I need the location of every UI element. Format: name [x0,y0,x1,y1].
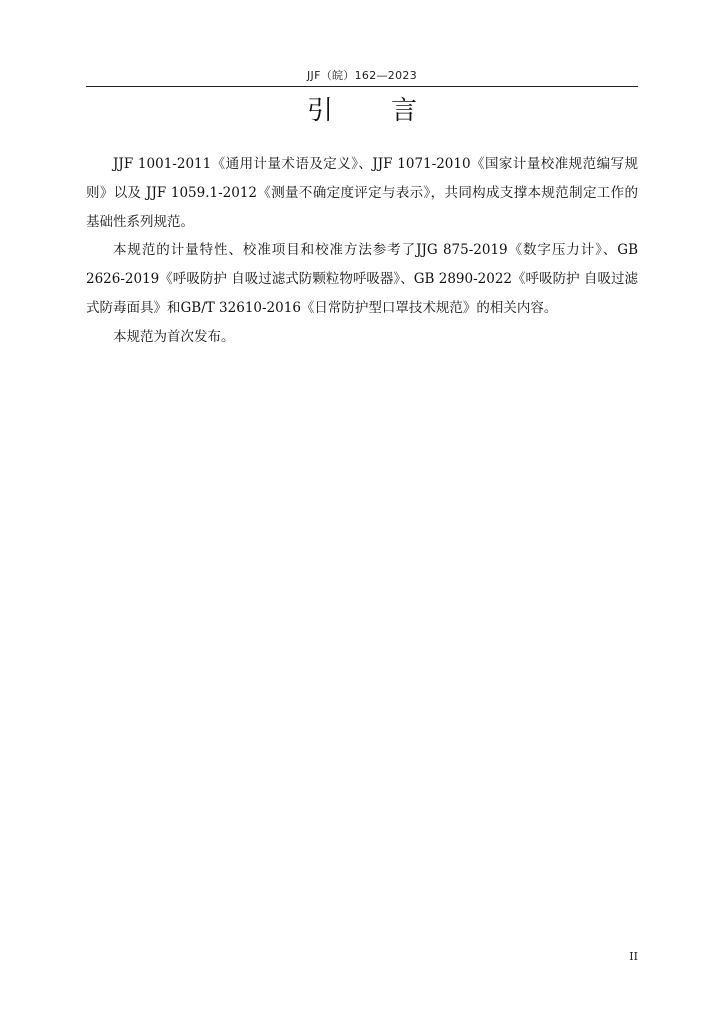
title-char-1: 引 [306,96,333,126]
paragraph: 本规范的计量特性、校准项目和校准方法参考了JJG 875-2019《数字压力计》、GB 2626-2019《呼吸防护 自吸过滤式防颗粒物呼吸器》、GB 2890-2022《呼吸防护 自吸过滤式防毒面具》和GB/T 32610-2016《日常防护型口罩技术规范》的相关内容。 [86,242,638,316]
page-number: II [629,950,638,963]
paragraph: 本规范为首次发布。 [113,328,235,345]
standard-code-header: JJF（皖）162—2023 [306,69,417,82]
title-char-2: 言 [391,96,418,126]
introduction-body [86,150,638,352]
header-divider [86,86,638,87]
paragraph: JJF 1001-2011《通用计量术语及定义》、JJF 1071-2010《国家计量校准规范编写规则》以及 JJF 1059.1-2012《测量不确定度评定与表示》，共同构成支撑本规范制定工作的基础性系列规范。 [86,156,638,230]
section-title [0,90,724,127]
